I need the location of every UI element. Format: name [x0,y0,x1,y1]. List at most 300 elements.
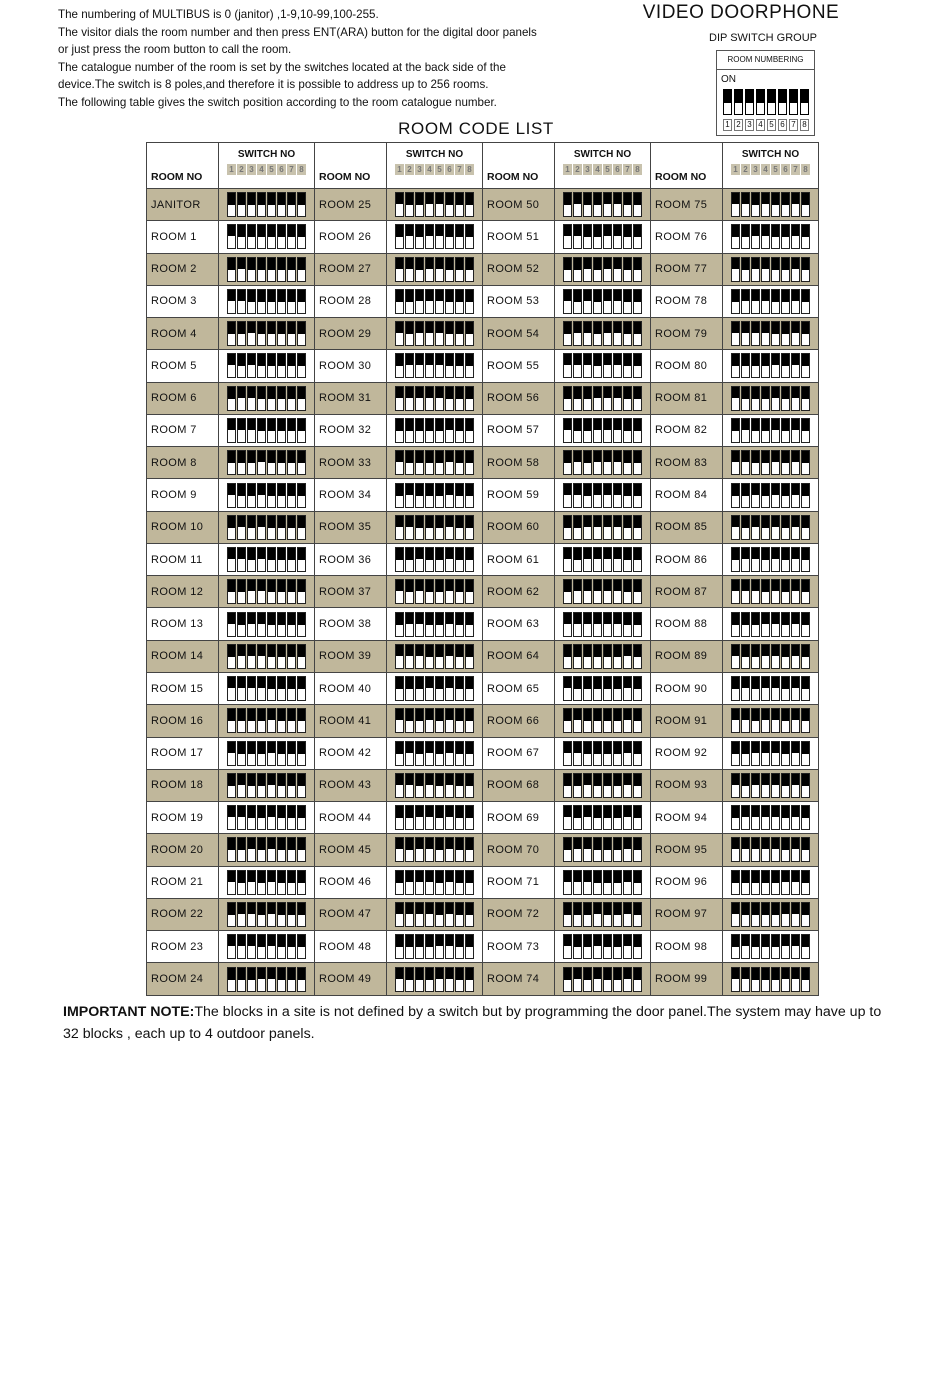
dip-switch-bit [791,257,800,282]
dip-switch-bit [277,547,286,572]
switch-number: 5 [603,164,612,175]
dip-switch-icon [563,870,642,895]
dip-switch-bit [613,967,622,992]
dip-switch-icon [563,612,642,637]
switch-code [723,931,819,963]
dip-switch-bit [257,386,266,411]
switch-no-label: SWITCH NO [237,149,296,160]
dip-switch-bit [227,386,236,411]
dip-switch-bit [287,870,296,895]
dip-switch-bit [257,450,266,475]
dip-switch-bit [405,579,414,604]
room-label: ROOM 45 [315,834,387,866]
room-label: ROOM 57 [483,414,555,446]
dip-switch-icon [395,773,474,798]
dip-switch-bit [297,418,306,443]
dip-switch-bit [455,483,464,508]
note-label: IMPORTANT NOTE: [63,1004,195,1020]
switch-code [219,253,315,285]
dip-switch-bit [633,837,642,862]
switch-code [723,318,819,350]
dip-switch-bit [415,741,424,766]
dip-switch-bit [297,902,306,927]
switch-code [219,672,315,704]
switch-number: 4 [425,164,434,175]
dip-switch-icon [227,257,306,282]
dip-switch-icon [734,89,743,115]
room-label: ROOM 54 [483,318,555,350]
dip-switch-bit [791,837,800,862]
dip-switch-icon [731,321,810,346]
dip-switch-bit [791,418,800,443]
switch-number: 1 [227,164,236,175]
switch-number: 1 [395,164,404,175]
dip-switch-bit [415,224,424,249]
dip-switch-bit [603,547,612,572]
dip-switch-bit [455,612,464,637]
dip-switch-bit [563,547,572,572]
dip-switch-bit [247,450,256,475]
dip-switch-bit [435,224,444,249]
dip-switch-bit [751,612,760,637]
switch-number: 3 [751,164,760,175]
dip-switch-bit [267,321,276,346]
switch-code [387,866,483,898]
dip-switch-icon [395,741,474,766]
dip-switch-bit [435,837,444,862]
dip-switch-bit [465,386,474,411]
dip-number: 5 [767,119,776,131]
dip-switch-bit [623,644,632,669]
dip-switch-bit [801,386,810,411]
dip-switch-bit [573,612,582,637]
dip-switch-bit [395,353,404,378]
dip-switch-bit [465,192,474,217]
dip-switch-bit [257,612,266,637]
room-label: ROOM 25 [315,189,387,221]
dip-switch-bit [455,547,464,572]
dip-switch-icon [731,902,810,927]
room-label: ROOM 70 [483,834,555,866]
dip-switch-row [723,89,809,115]
dip-number: 1 [723,119,732,131]
dip-switch-bit [267,547,276,572]
dip-switch-bit [237,773,246,798]
dip-switch-icon [731,353,810,378]
dip-switch-bit [771,934,780,959]
dip-switch-bit [613,837,622,862]
dip-switch-bit [425,483,434,508]
dip-switch-bit [741,870,750,895]
intro-line: The visitor dials the room number and then press ENT(ARA) button for the digital door panels [58,25,537,39]
dip-switch-bit [613,386,622,411]
dip-switch-bit [297,483,306,508]
switch-code [555,318,651,350]
dip-switch-bit [771,967,780,992]
dip-switch-bit [583,289,592,314]
dip-switch-icon [731,547,810,572]
dip-switch-bit [287,289,296,314]
switch-code [219,898,315,930]
room-label: ROOM 9 [147,479,219,511]
switch-code [555,189,651,221]
switch-number: 7 [287,164,296,175]
room-label: ROOM 60 [483,511,555,543]
room-label: ROOM 2 [147,253,219,285]
dip-switch-bit [781,967,790,992]
dip-switch-icon [227,450,306,475]
switch-code [723,866,819,898]
dip-switch-bit [583,837,592,862]
dip-switch-bit [633,192,642,217]
switch-number: 2 [573,164,582,175]
switch-code [555,543,651,575]
switch-number: 7 [455,164,464,175]
dip-switch-bit [741,837,750,862]
dip-switch-bit [741,805,750,830]
switch-number: 2 [741,164,750,175]
dip-switch-icon [395,483,474,508]
intro-line: The following table gives the switch position according to the room catalogue number. [58,95,497,109]
dip-switch-bit [405,515,414,540]
dip-switch-bit [247,612,256,637]
room-label: ROOM 75 [651,189,723,221]
switch-code [555,672,651,704]
dip-switch-bit [237,418,246,443]
dip-switch-bit [425,386,434,411]
dip-switch-bit [277,644,286,669]
dip-switch-bit [395,386,404,411]
switch-code [723,479,819,511]
dip-switch-bit [445,289,454,314]
dip-switch-bit [633,902,642,927]
dip-switch-bit [593,192,602,217]
dip-switch-bit [247,837,256,862]
dip-switch-bit [405,547,414,572]
dip-switch-bit [563,837,572,862]
dip-switch-bit [791,612,800,637]
switch-code [555,479,651,511]
dip-switch-bit [801,902,810,927]
dip-switch-bit [741,515,750,540]
dip-switch-bit [277,257,286,282]
room-label: ROOM 38 [315,608,387,640]
switch-code [555,253,651,285]
dip-switch-icon [731,741,810,766]
dip-switch-bit [731,515,740,540]
room-label: ROOM 6 [147,382,219,414]
dip-switch-icon [731,644,810,669]
dip-switch-icon [563,450,642,475]
dip-switch-bit [741,386,750,411]
dip-switch-icon [731,257,810,282]
dip-switch-bit [791,515,800,540]
dip-switch-bit [623,967,632,992]
dip-switch-bit [791,934,800,959]
dip-switch-bit [623,289,632,314]
dip-switch-bit [771,450,780,475]
dip-switch-bit [603,483,612,508]
dip-switch-bit [741,321,750,346]
dip-switch-bit [603,386,612,411]
room-label: ROOM 52 [483,253,555,285]
dip-switch-bit [445,321,454,346]
switch-number: 7 [791,164,800,175]
dip-switch-bit [801,644,810,669]
dip-switch-bit [751,547,760,572]
dip-switch-icon [227,483,306,508]
dip-switch-icon [395,515,474,540]
dip-switch-bit [593,934,602,959]
switch-code [387,318,483,350]
dip-switch-bit [731,579,740,604]
dip-switch-bit [573,547,582,572]
dip-switch-bit [405,386,414,411]
dip-switch-bit [465,483,474,508]
switch-code [219,834,315,866]
dip-switch-bit [613,483,622,508]
dip-switch-bit [801,579,810,604]
dip-switch-bit [731,644,740,669]
intro-text [58,6,638,112]
dip-switch-bit [267,257,276,282]
switch-number: 1 [563,164,572,175]
room-label: ROOM 89 [651,640,723,672]
dip-switch-bit [425,676,434,701]
dip-switch-bit [247,870,256,895]
dip-switch-bit [297,353,306,378]
dip-switch-icon [227,353,306,378]
dip-switch-bit [297,224,306,249]
room-label: ROOM 93 [651,769,723,801]
room-label: ROOM 80 [651,350,723,382]
dip-switch-icon [395,837,474,862]
dip-switch-bit [247,515,256,540]
dip-switch-bit [435,967,444,992]
dip-switch-bit [761,579,770,604]
dip-switch-icon [731,773,810,798]
dip-switch-icon [395,708,474,733]
dip-switch-bit [227,224,236,249]
switch-code [387,285,483,317]
dip-switch-icon [563,902,642,927]
dip-switch-icon [227,805,306,830]
dip-switch-bit [287,644,296,669]
dip-switch-bit [257,773,266,798]
dip-switch-bit [257,967,266,992]
dip-switch-bit [633,579,642,604]
dip-switch-bit [593,902,602,927]
room-label: ROOM 8 [147,447,219,479]
room-label: ROOM 53 [483,285,555,317]
dip-switch-bit [257,353,266,378]
room-label: ROOM 67 [483,737,555,769]
switch-code [219,802,315,834]
dip-switch-bit [741,579,750,604]
switch-code [555,834,651,866]
dip-switch-bit [425,902,434,927]
table-header-row [147,143,819,189]
dip-switch-bit [583,773,592,798]
dip-switch-bit [583,224,592,249]
dip-switch-bit [395,902,404,927]
dip-switch-bit [237,353,246,378]
dip-switch-bit [445,902,454,927]
dip-switch-bit [583,353,592,378]
dip-switch-icon [395,870,474,895]
dip-switch-bit [603,450,612,475]
switch-code [219,479,315,511]
switch-number: 2 [405,164,414,175]
dip-switch-bit [287,708,296,733]
dip-switch-bit [297,870,306,895]
dip-switch-bit [563,676,572,701]
dip-switch-icon [395,386,474,411]
dip-switch-bit [465,579,474,604]
dip-switch-bit [751,837,760,862]
dip-switch-bit [791,224,800,249]
dip-switch-bit [771,612,780,637]
dip-switch-bit [563,418,572,443]
dip-switch-bit [573,450,582,475]
dip-switch-bit [247,708,256,733]
dip-switch-icon [395,450,474,475]
dip-switch-bit [731,224,740,249]
dip-switch-bit [761,934,770,959]
dip-switch-bit [801,192,810,217]
room-label: ROOM 29 [315,318,387,350]
dip-switch-bit [761,837,770,862]
dip-switch-bit [751,321,760,346]
room-label: ROOM 83 [651,447,723,479]
room-label: ROOM 40 [315,672,387,704]
dip-switch-bit [771,224,780,249]
dip-switch-bit [435,353,444,378]
dip-switch-bit [287,902,296,927]
dip-switch-bit [791,547,800,572]
dip-switch-bit [435,708,444,733]
dip-switch-bit [613,257,622,282]
table-row [147,447,819,479]
dip-switch-bit [445,483,454,508]
dip-switch-bit [731,321,740,346]
dip-switch-bit [801,676,810,701]
dip-switch-bit [623,902,632,927]
dip-switch-bit [227,192,236,217]
dip-switch-bit [425,257,434,282]
dip-switch-bit [415,192,424,217]
dip-switch-bit [781,515,790,540]
dip-switch-bit [741,418,750,443]
dip-switch-icon [227,321,306,346]
dip-switch-bit [623,579,632,604]
dip-switch-bit [425,450,434,475]
dip-switch-bit [415,773,424,798]
switch-code [387,414,483,446]
dip-switch-icon [227,515,306,540]
dip-switch-bit [395,708,404,733]
dip-switch-bit [791,386,800,411]
dip-switch-icon [395,612,474,637]
dip-switch-bit [623,353,632,378]
room-label: ROOM 94 [651,802,723,834]
intro-line: The numbering of MULTIBUS is 0 (janitor) ,1-9,10-99,100-255. [58,8,379,21]
dip-switch-bit [287,967,296,992]
dip-switch-bit [287,257,296,282]
switch-code [555,608,651,640]
dip-switch-bit [623,708,632,733]
dip-switch-bit [781,741,790,766]
dip-switch-bit [415,676,424,701]
dip-switch-bit [771,386,780,411]
table-row [147,898,819,930]
dip-switch-bit [455,418,464,443]
dip-switch-bit [267,289,276,314]
dip-switch-bit [267,870,276,895]
room-label: ROOM 47 [315,898,387,930]
dip-switch-bit [425,353,434,378]
room-label: ROOM 97 [651,898,723,930]
dip-switch-bit [563,321,572,346]
dip-switch-bit [623,515,632,540]
dip-switch-bit [761,741,770,766]
dip-switch-bit [425,515,434,540]
table-row [147,802,819,834]
room-label: ROOM 3 [147,285,219,317]
switch-code [387,382,483,414]
dip-switch-bit [563,353,572,378]
dip-switch-bit [741,547,750,572]
switch-code [723,511,819,543]
dip-switch-icon [789,89,798,115]
table-row [147,479,819,511]
dip-switch-bit [751,483,760,508]
switch-code [387,640,483,672]
dip-switch-bit [405,773,414,798]
room-label: ROOM 87 [651,576,723,608]
switch-number: 2 [237,164,246,175]
switch-code [387,834,483,866]
dip-switch-bit [297,644,306,669]
dip-switch-bit [395,257,404,282]
page-title: VIDEO DOORPHONE [642,2,840,23]
dip-switch-bit [573,418,582,443]
dip-switch-bit [257,547,266,572]
dip-switch-icon [227,418,306,443]
on-label: ON [721,74,736,85]
dip-switch-bit [257,418,266,443]
dip-switch-icon [227,902,306,927]
dip-switch-bit [563,386,572,411]
switch-code [387,511,483,543]
dip-switch-bit [583,902,592,927]
dip-switch-bit [801,321,810,346]
dip-switch-bit [415,450,424,475]
dip-switch-bit [297,450,306,475]
table-row [147,963,819,996]
dip-switch-bit [455,579,464,604]
table-row [147,221,819,253]
dip-switch-bit [297,192,306,217]
dip-switch-bit [435,418,444,443]
dip-switch-bit [267,224,276,249]
dip-switch-bit [395,741,404,766]
dip-switch-bit [227,353,236,378]
intro-line: device.The switch is 8 poles,and therefore it is possible to address up to 256 rooms. [58,78,489,92]
switch-number: 8 [465,164,474,175]
dip-switch-bit [415,321,424,346]
dip-switch-bit [781,257,790,282]
